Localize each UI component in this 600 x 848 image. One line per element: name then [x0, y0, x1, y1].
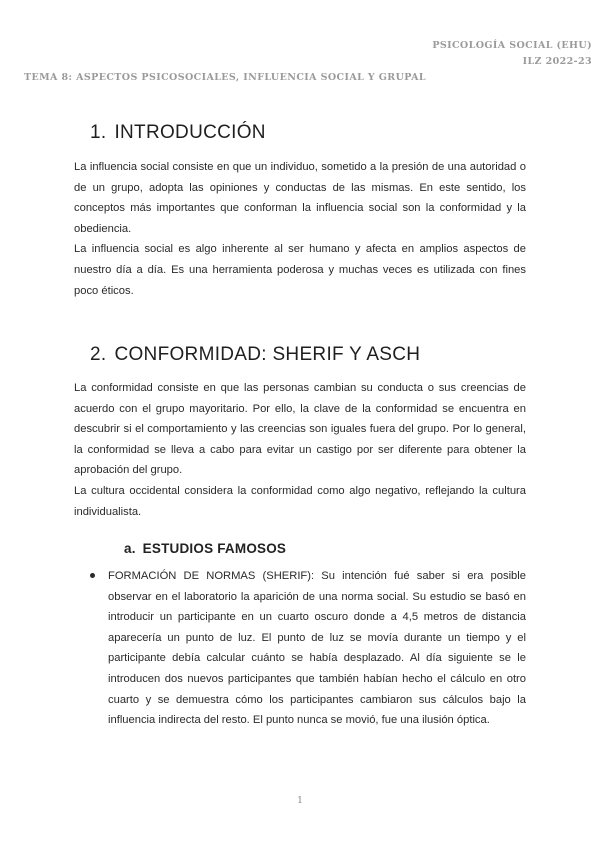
section-1-number: 1. [90, 122, 107, 143]
bullet-icon [90, 573, 95, 578]
section-1-heading [90, 122, 266, 144]
subsection-heading [124, 541, 286, 556]
header-year: ILZ 2022-23 [522, 56, 592, 67]
subsection-title: ESTUDIOS FAMOSOS [142, 541, 287, 556]
list-item [88, 566, 526, 731]
section-2-number: 2. [90, 344, 107, 365]
section-2-body [74, 378, 526, 522]
section-2-title: CONFORMIDAD: SHERIF Y ASCH [114, 344, 421, 365]
studies-list [88, 566, 526, 731]
section-2-paragraph-2: La cultura occidental considera la conformidad como algo negativo, reflejando la cultura individualista. [74, 484, 526, 518]
header-course: PSICOLOGÍA SOCIAL (EHU) [432, 40, 592, 51]
section-2-heading [90, 344, 420, 366]
section-1-body [74, 157, 526, 301]
section-1-paragraph-1: La influencia social consiste en que un individuo, sometido a la presión de una autoridad o de un grupo, adopta las opiniones y conductas de las mismas. En este sentido, los conceptos más importantes que conforman la influencia social son la conformidad y la obediencia. [74, 161, 526, 235]
section-1-paragraph-2: La influencia social es algo inherente al ser humano y afecta en amplios aspectos de nuestro día a día. Es una herramienta poderosa y muchas veces es utilizada con fines poco éticos. [74, 243, 526, 297]
page-number: 1 [296, 795, 304, 806]
section-1-title: INTRODUCCIÓN [114, 122, 266, 143]
section-2-paragraph-1: La conformidad consiste en que las personas cambian su conducta o sus creencias de acuerdo con el grupo mayoritario. Por ello, la clave de la conformidad se encuentra en descubrir si el comportamiento y las creencias son iguales fuera del grupo. Por lo general, la conformidad se lleva a cabo para evitar un castigo por ser diferente para obtener la aprobación del grupo. [74, 382, 526, 477]
header-topic: TEMA 8: ASPECTOS PSICOSOCIALES, INFLUENCIA SOCIAL Y GRUPAL [24, 72, 426, 83]
header-course-info [432, 38, 592, 70]
list-item-text: FORMACIÓN DE NORMAS (SHERIF): Su intención fué saber si era posible observar en el laboratorio la aparición de una norma social. Su estudio se basó en introducir un participante en un cuarto oscuro donde a 4,5 metros de distancia aparecería un punto de luz. El punto de luz se movía durante un tiempo y el participante debía calcular cuánto se había desplazado. Al día siguiente se le introducen dos nuevos participantes que también habían hecho el cálculo en otro cuarto y se demuestra cómo los participantes cambiaron sus cálculos bajo la influencia indirecta del resto. El punto nunca se movió, fue una ilusión óptica. [108, 570, 526, 727]
subsection-number: a. [124, 541, 136, 556]
